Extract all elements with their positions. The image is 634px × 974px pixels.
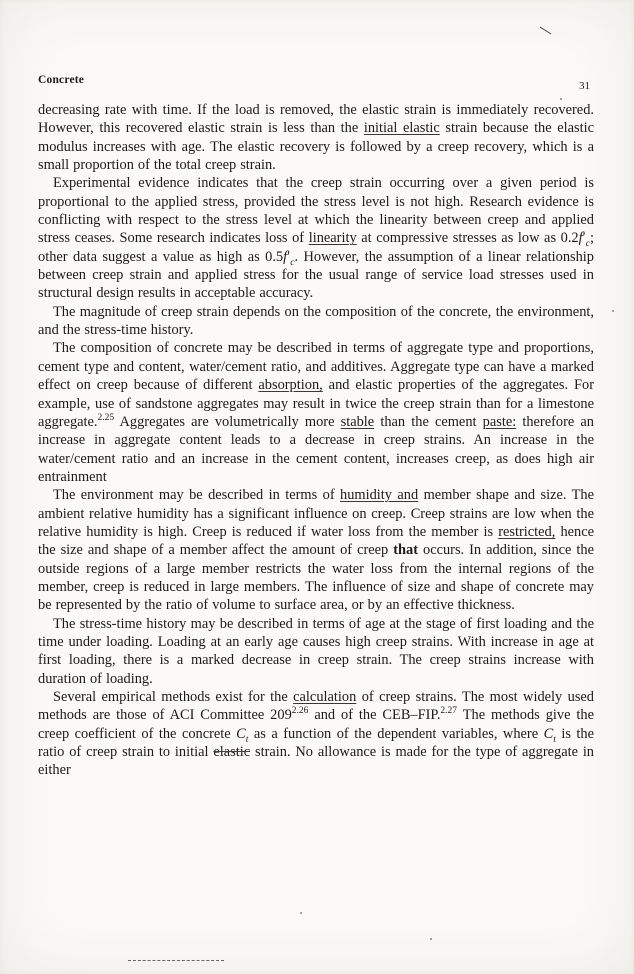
text-run: ′ <box>287 248 291 265</box>
text-run: c <box>290 257 295 268</box>
text-run: The magnitude of creep strain depends on the composition of the concrete, the environment, and the stress-time history. <box>38 303 594 339</box>
text-run: at compressive stresses as low as 0.2 <box>356 230 579 247</box>
text-run: as a function of the dependent variables, where <box>248 725 544 742</box>
running-head-title: Concrete <box>38 74 85 86</box>
pen-mark-slash <box>540 27 552 35</box>
paragraph <box>38 303 594 340</box>
text-run: stable <box>340 413 375 430</box>
text-run: member shape and size. The ambient relative humidity has a significant influence on creep. Creep strains are low when the relative humidity is high. Creep is reduced if water loss from the member is <box>38 487 594 540</box>
text-run: of creep strains. The most widely used methods are those of ACI Committee 209 <box>38 689 594 724</box>
page-content <box>38 74 594 780</box>
text-run: ; other data suggest a value as high as 0.5 <box>38 230 594 265</box>
text-run: . However, the assumption of a linear relationship between creep strain and applied stress for the usual range of service load stresses used in structural design results in acceptable accuracy. <box>38 248 594 302</box>
text-run: Experimental evidence indicates that the creep strain occurring over a given period is proportional to the applied stress, provided the stress level is not high. Research evidence is conflicting with respect to the stress level at which the linearity between creep and applied stress ceases. Some research indicates loss of <box>38 175 594 247</box>
text-run: The composition of concrete may be described in terms of aggregate type and proportions, cement type and content, water/cement ratio, and additives. Aggregate type can have a marked effect on creep because of different <box>38 340 594 394</box>
text-run: therefore an increase in aggregate content leads to a decrease in creep strains. An increase in the water/cement ratio and an increase in the cement content, increases creep, as does high air entrainment <box>38 413 594 485</box>
text-run: Aggregates are volumetrically more <box>114 413 341 430</box>
text-run: t <box>245 734 249 745</box>
text-run: c <box>585 239 590 250</box>
paragraph <box>38 615 594 688</box>
text-run: initial elastic <box>363 120 440 137</box>
text-run: decreasing rate with time. If the load is removed, the elastic strain is immediately recovered. However, this recovered elastic strain is less than the <box>38 102 594 137</box>
text-run: f <box>283 248 288 265</box>
text-run: and of the CEB–FIP. <box>308 707 441 724</box>
pen-mark-dashed-line <box>128 960 224 961</box>
scan-speck <box>612 310 614 312</box>
text-run: linearity <box>308 230 357 247</box>
text-run: The environment may be described in terms of <box>53 487 341 504</box>
text-run: strain. No allowance is made for the type of aggregate in either <box>38 744 595 779</box>
text-run: The methods give the creep coefficient of the concrete <box>38 707 594 742</box>
text-run: 2.27 <box>440 706 458 717</box>
running-head <box>38 74 594 92</box>
page-body <box>38 101 594 780</box>
text-run: restricted, <box>498 523 556 540</box>
scan-speck <box>430 938 432 940</box>
text-run: t <box>553 734 556 745</box>
text-run: ′ <box>582 230 586 247</box>
text-run: occurs. In addition, since the outside regions of a large member restricts the water loss from the internal regions of the member, creep is reduced in large members. The influence of size and shape of concrete may be represented by the ratio of volume to surface area, or by an effective thickness. <box>38 542 594 614</box>
text-run: paste: <box>482 413 517 430</box>
text-run: that <box>393 542 419 559</box>
text-run: Several empirical methods exist for the <box>53 689 294 705</box>
text-run: than the cement <box>374 413 483 430</box>
text-run: The stress-time history may be described in terms of age at the stage of first loading and the time under loading. Loading at an early age causes high creep strains. With increase in age at first loading, there is a marked decrease in creep strain. The creep strains increase with duration of loading. <box>38 615 594 687</box>
text-run: is the ratio of creep strain to initial <box>38 725 594 761</box>
paragraph <box>38 174 594 302</box>
text-run: calculation <box>293 689 357 705</box>
text-run: C <box>236 725 246 742</box>
text-run: elastic <box>213 744 251 761</box>
paragraph <box>38 688 594 780</box>
text-run: f <box>578 230 583 247</box>
text-run: humidity and <box>340 487 419 504</box>
text-run: hence the size and shape of a member affect the amount of creep <box>38 523 594 559</box>
text-run: and elastic properties of the aggregates. For example, use of sandstone aggregates may result in twice the creep strain than for a limestone aggregate. <box>38 377 594 430</box>
page-number: 31 <box>579 80 590 92</box>
paragraph <box>38 101 594 174</box>
text-run: 2.26 <box>291 706 309 717</box>
text-run: absorption, <box>258 377 323 394</box>
text-run: 2.25 <box>97 413 115 424</box>
text-run: C <box>543 725 554 742</box>
scan-speck <box>300 912 302 914</box>
paragraph <box>38 339 594 486</box>
paragraph <box>38 486 594 614</box>
text-run: strain because the elastic modulus increases with age. The elastic recovery is followed by a creep recovery, which is a small proportion of the total creep strain. <box>38 120 594 174</box>
